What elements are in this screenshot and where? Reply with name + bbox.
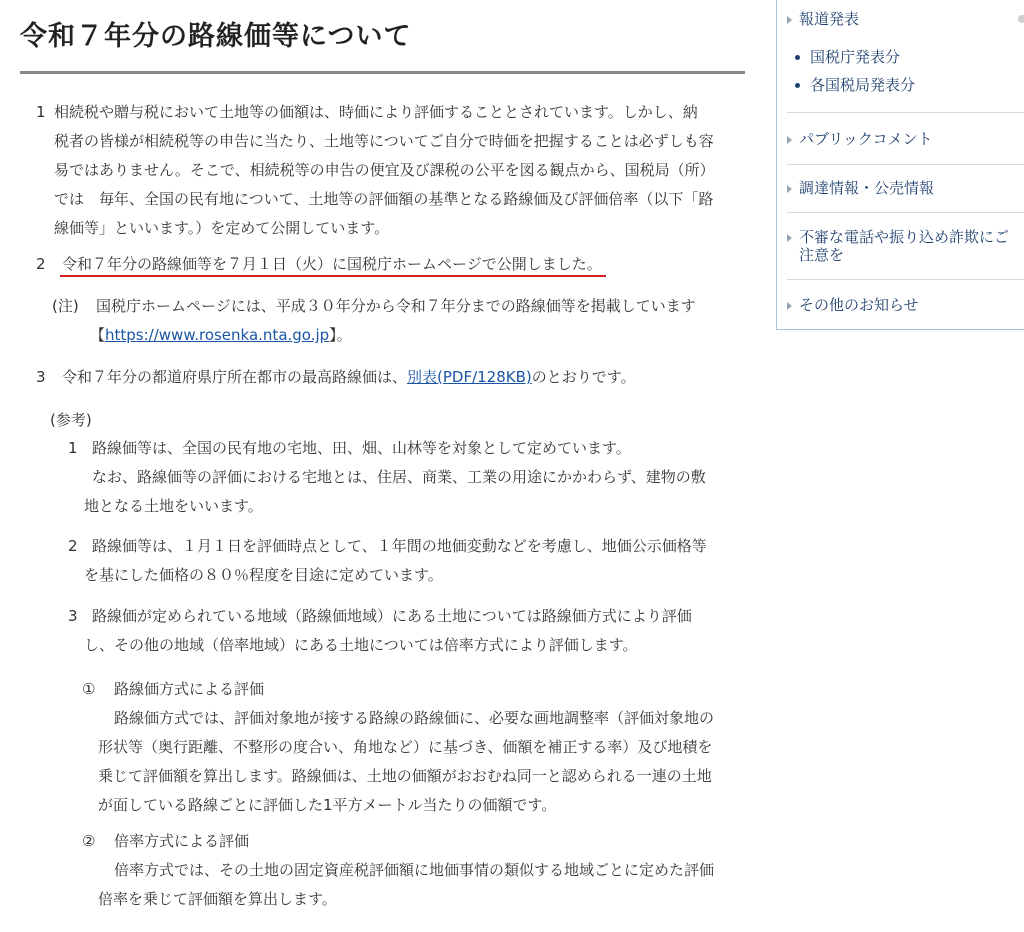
reference-item-3 xyxy=(84,602,692,660)
chevron-right-icon xyxy=(787,302,792,310)
method-line: 乗じて評価額を算出します。路線価は、土地の価額がおおむね同一と認められる一連の土地 xyxy=(98,767,712,785)
title-divider xyxy=(20,71,745,74)
sidebar-item-fraud-warning[interactable] xyxy=(787,228,1009,264)
note-bracket-open: 【 xyxy=(90,326,106,344)
sidebar-item-procurement[interactable] xyxy=(787,177,934,198)
section-3-suffix: のとおりです。 xyxy=(531,368,636,386)
sidebar-divider xyxy=(787,212,1024,213)
sidebar-item-other[interactable] xyxy=(787,294,919,315)
section-2-number: 2 xyxy=(36,255,46,273)
sidebar-item-label: その他のお知らせ xyxy=(799,296,919,314)
section-3-paragraph xyxy=(62,363,636,392)
page-title: 令和７年分の路線価等について xyxy=(20,21,412,52)
reference-item-number: 3 xyxy=(68,607,78,625)
rosenka-link[interactable]: https://www.rosenka.nta.go.jp xyxy=(105,326,330,344)
reference-item-number: 1 xyxy=(68,439,78,457)
section-1-line: では 毎年、全国の民有地について、土地等の評価額の基準となる路線価及び評価倍率（以下「路 xyxy=(54,190,714,208)
method-line: 倍率方式では、その土地の固定資産税評価額に地価事情の類似する地域ごとに定めた評価 xyxy=(114,861,715,879)
chevron-right-icon xyxy=(787,234,792,242)
announcement-text: 令和７年分の路線価等を７月１日（火）に国税庁ホームページで公開しました。 xyxy=(62,250,602,279)
note-bracket-close: 】。 xyxy=(329,326,352,344)
chevron-right-icon xyxy=(787,136,792,144)
sidebar xyxy=(776,0,1024,330)
reference-item-number: 2 xyxy=(68,537,78,555)
chevron-right-icon xyxy=(787,16,792,24)
sidebar-subitem-nta[interactable] xyxy=(795,46,900,67)
note-label: (注) xyxy=(52,297,79,315)
method-marker: ② xyxy=(82,832,96,850)
sidebar-item-public-comment[interactable] xyxy=(787,128,933,149)
section-1-line: 相続税や贈与税において土地等の価額は、時価により評価することとされています。しかし、納 xyxy=(54,103,698,121)
section-1-number: 1 xyxy=(36,103,46,121)
reference-line: 路線価が定められている地域（路線価地域）にある土地については路線価方式により評価 xyxy=(92,607,692,625)
method-line: 路線価方式では、評価対象地が接する路線の路線価に、必要な画地調整率（評価対象地の xyxy=(114,709,715,727)
section-1-line: 易ではありません。そこで、相続税等の申告の便宜及び課税の公平を図る観点から、国税局（所） xyxy=(54,161,715,179)
method-title-text: 倍率方式による評価 xyxy=(114,832,250,850)
sidebar-divider xyxy=(787,279,1024,280)
appendix-pdf-link[interactable]: 別表(PDF/128KB) xyxy=(407,368,532,386)
reference-item-1 xyxy=(84,434,706,521)
sidebar-subitem-regional[interactable] xyxy=(795,74,915,95)
sidebar-divider xyxy=(787,112,1024,113)
sidebar-item-label: パブリックコメント xyxy=(799,130,933,148)
section-2-paragraph xyxy=(62,250,602,279)
reference-line: 路線価等は、１月１日を評価時点として、１年間の地価変動などを考慮し、地価公示価格等 xyxy=(92,537,707,555)
method-1-body xyxy=(98,704,714,820)
sidebar-item-press[interactable] xyxy=(787,8,859,29)
sidebar-subitem-label: 国税庁発表分 xyxy=(810,48,901,66)
method-marker: ① xyxy=(82,680,96,698)
method-title-text: 路線価方式による評価 xyxy=(114,680,265,698)
section-1-paragraph xyxy=(54,98,715,243)
sidebar-item-label: 報道発表 xyxy=(799,10,860,28)
method-2-title xyxy=(114,827,249,856)
section-1-line: 税者の皆様が相続税等の申告に当たり、土地等についてご自分で時価を把握することは必ずしも容 xyxy=(54,132,714,150)
scroll-indicator-icon xyxy=(1018,15,1024,23)
chevron-right-icon xyxy=(787,185,792,193)
sidebar-subitem-label: 各国税局発表分 xyxy=(810,76,916,94)
reference-line: し、その他の地域（倍率地域）にある土地については倍率方式により評価します。 xyxy=(84,636,638,654)
note-line: 国税庁ホームページには、平成３０年分から令和７年分までの路線価等を掲載しています xyxy=(96,297,696,315)
sidebar-divider xyxy=(787,164,1024,165)
bullet-icon xyxy=(795,55,800,60)
method-line: 倍率を乗じて評価額を算出します。 xyxy=(98,890,337,908)
reference-line: 地となる土地をいいます。 xyxy=(84,497,263,515)
reference-line: 路線価等は、全国の民有地の宅地、田、畑、山林等を対象として定めています。 xyxy=(92,439,631,457)
reference-line: を基にした価格の８０％程度を目途に定めています。 xyxy=(84,566,443,584)
section-3-prefix: 令和７年分の都道府県庁所在都市の最高路線価は、 xyxy=(62,368,408,386)
method-2-body xyxy=(98,856,714,914)
reference-label: (参考) xyxy=(50,411,92,429)
sidebar-item-label: 不審な電話や振り込め詐欺にご xyxy=(799,228,1010,246)
reference-item-2 xyxy=(84,532,707,590)
sidebar-item-label: 調達情報・公売情報 xyxy=(799,179,935,197)
bullet-icon xyxy=(795,83,800,88)
method-line: 形状等（奥行距離、不整形の度合い、角地など）に基づき、価額を補正する率）及び地積を xyxy=(98,738,713,756)
sidebar-item-label: 注意を xyxy=(799,246,845,264)
reference-line: なお、路線価等の評価における宅地とは、住居、商業、工業の用途にかかわらず、建物の敷 xyxy=(92,468,706,486)
section-1-line: 線価等」といいます。）を定めて公開しています。 xyxy=(54,219,390,237)
method-1-title xyxy=(114,675,264,704)
note-paragraph xyxy=(90,292,696,350)
method-line: が面している路線ごとに評価した1平方メートル当たりの価額です。 xyxy=(98,796,557,814)
section-3-number: 3 xyxy=(36,368,46,386)
